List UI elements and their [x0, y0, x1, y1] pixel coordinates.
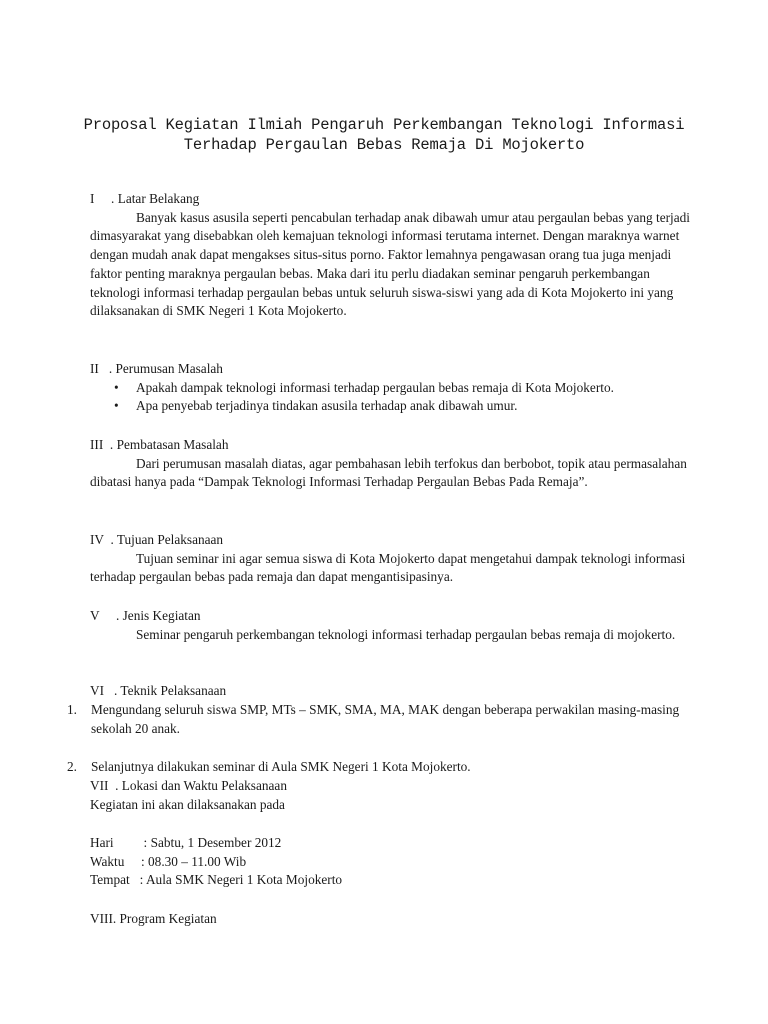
- schedule-intro: Kegiatan ini akan dilaksanakan pada: [90, 796, 285, 812]
- bullet-item: • Apakah dampak teknologi informasi terhadap pergaulan bebas remaja di Kota Mojokerto.: [90, 379, 690, 398]
- title-line-2: Terhadap Pergaulan Bebas Remaja Di Mojokerto: [183, 135, 585, 154]
- numbered-item: [67, 758, 707, 777]
- section-jenis-kegiatan: [90, 607, 690, 644]
- item-text: Selanjutnya dilakukan seminar di Aula SMK Negeri 1 Kota Mojokerto.: [91, 759, 471, 774]
- section-teknik-pelaksanaan: [90, 682, 690, 701]
- document-title: [60, 116, 708, 155]
- schedule-details: [90, 834, 690, 890]
- section-heading: IV . Tujuan Pelaksanaan: [90, 532, 224, 547]
- section-body: Banyak kasus asusila seperti pencabulan terhadap anak dibawah umur atau pergaulan bebas yang terjadi dimasyarakat yang disebabkan oleh kemajuan teknologi informasi terutama internet. Dengan maraknya warnet dengan mudah anak dapat mengakses situs-situs porno. Faktor lemahnya pengawasan orang tua juga menjadi faktor penting maraknya pergaulan bebas. Maka dari itu perlu diadakan seminar pengaruh perkembangan teknologi informasi terhadap pergaulan bebas untuk seluruh siswa-siswi yang ada di Kota Mojokerto ini yang dilaksanakan di SMK Negeri 1 Kota Mojokerto.: [90, 209, 690, 319]
- section-perumusan-masalah: [90, 360, 690, 416]
- numbered-item: [67, 701, 707, 738]
- section-pembatasan-masalah: [90, 436, 690, 492]
- section-latar-belakang: [90, 190, 690, 321]
- section-tujuan-pelaksanaan: [90, 531, 690, 587]
- section-heading: VI . Teknik Pelaksanaan: [90, 683, 227, 698]
- section-heading: VII . Lokasi dan Waktu Pelaksanaan: [90, 778, 287, 793]
- item-number: 2.: [67, 759, 77, 774]
- section-heading: V . Jenis Kegiatan: [90, 608, 201, 623]
- section-lokasi-waktu: [90, 777, 690, 814]
- item-text: Mengundang seluruh siswa SMP, MTs – SMK, SMA, MA, MAK dengan beberapa perwakilan masing-masing sekolah 20 anak.: [91, 702, 680, 736]
- section-heading: I . Latar Belakang: [90, 191, 200, 206]
- bullet-item: • Apa penyebab terjadinya tindakan asusila terhadap anak dibawah umur.: [90, 397, 690, 416]
- title-line-1: Proposal Kegiatan Ilmiah Pengaruh Perkembangan Teknologi Informasi: [83, 116, 685, 134]
- item-number: 1.: [67, 702, 77, 717]
- section-heading: VIII. Program Kegiatan: [90, 911, 217, 926]
- bullet-list: [90, 379, 690, 416]
- section-body: Dari perumusan masalah diatas, agar pembahasan lebih terfokus dan berbobot, topik atau permasalahan dibatasi hanya pada “Dampak Teknologi Informasi Terhadap Pergaulan Bebas Pada Remaja”.: [90, 455, 687, 490]
- section-body: Tujuan seminar ini agar semua siswa di Kota Mojokerto dapat mengetahui dampak teknologi informasi terhadap pergaulan bebas pada remaja dan dapat mengantisipasinya.: [90, 550, 686, 585]
- schedule-time: Waktu : 08.30 – 11.00 Wib: [90, 853, 247, 869]
- schedule-day: Hari : Sabtu, 1 Desember 2012: [90, 835, 282, 850]
- section-heading: II . Perumusan Masalah: [90, 361, 223, 376]
- schedule-place: Tempat : Aula SMK Negeri 1 Kota Mojokerto: [90, 872, 343, 888]
- section-heading: III . Pembatasan Masalah: [90, 437, 229, 452]
- section-program-kegiatan: [90, 910, 690, 929]
- section-body: Seminar pengaruh perkembangan teknologi informasi terhadap pergaulan bebas remaja di mojokerto.: [136, 626, 676, 642]
